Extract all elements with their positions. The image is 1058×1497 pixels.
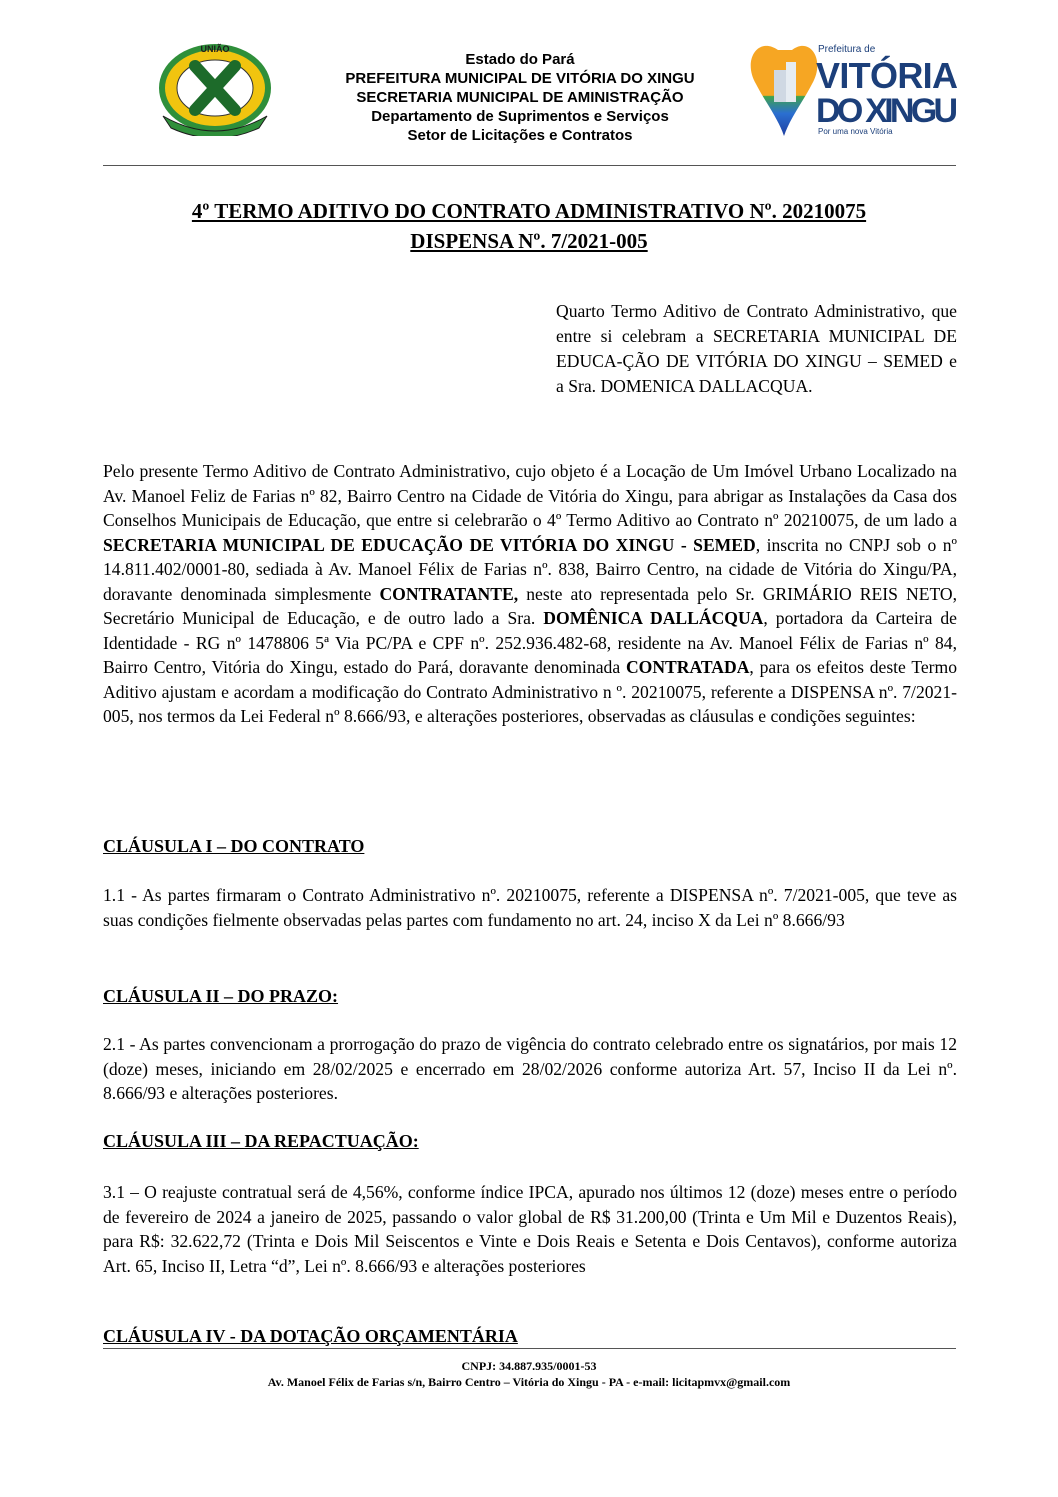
footer-cnpj: CNPJ: 34.887.935/0001-53 [461,1359,597,1373]
summary-text: Quarto Termo Aditivo de Contrato Administrativo, que entre si celebram a SECRETARIA MUNICIPAL DE EDUCA-ÇÃO DE VITÓRIA DO XINGU – SEMED e [556,301,957,371]
header-sector: Setor de Licitações e Contratos [407,127,633,144]
intro-contractor-name: SECRETARIA MUNICIPAL DE EDUCAÇÃO DE VITÓRIA DO XINGU - SEMED [103,534,756,555]
intro-text-5: , para os efeitos deste Termo Aditivo ajustam e acordam a modificação do Contrato Administrativo n º. 20210075, referente a DISPENSA nº. 7/2021-005, nos termos da Lei Federal nº 8.666/93, e alterações posteriores, observadas as cláusulas e condições seguintes: [103,657,957,726]
document-title [0,196,1058,256]
footer-address: Av. Manoel Félix de Farias s/n, Bairro Centro – Vitória do Xingu - PA - e-mail: licitapmvx@gmail.com [267,1375,791,1389]
intro-contracted-name: DOMÊNICA DALLÁCQUA [543,608,764,628]
header-divider [103,165,956,166]
clause-1-text: 1.1 - As partes firmaram o Contrato Administrativo nº. 20210075, referente a DISPENSA nº. 7/2021-005, que teve as suas condições fielmente observadas pelas partes com fundamento no art. 24, inciso X da Lei nº 8.666/93 [103,885,957,930]
header-state: Estado do Pará [465,51,575,68]
clause-4-heading: CLÁUSULA IV - DA DOTAÇÃO ORÇAMENTÁRIA [103,1326,518,1346]
intro-contratada-label: CONTRATADA [625,657,750,677]
clause-3-heading: CLÁUSULA III – DA REPACTUAÇÃO: [103,1131,419,1151]
intro-text-4: , portadora da Carteira de Identidade - RG nº 1478806 5ª Via PC/PA e CPF nº. 252.936.482-68, residente na Av. Manoel Félix de Farias nº 84, Bairro Centro, Vitória do Xingu, estado do Pará, doravante denominada [103,608,957,677]
svg-text:Prefeitura de: Prefeitura de [818,44,876,55]
page-footer [0,1358,1058,1390]
clause-3-text: 3.1 – O reajuste contratual será de 4,56%, conforme índice IPCA, apurado nos últimos 12 (doze) meses entre o período de fevereiro de 2024 a janeiro de 2025, passando o valor global de R$ 31.200,00 (Trinta e Um Mil e Duzentos Reais), para R$: 32.622,72 (Trinta e Dois Mil Seiscentos e Vinte e Dois Reais e Setenta e Dois Centavos), conforme autoriza Art. 65, Inciso II, Letra “d”, Lei nº. 8.666/93 e alterações posteriores [103,1182,957,1276]
clause-1-heading: CLÁUSULA I – DO CONTRATO [103,836,365,856]
footer-divider [103,1348,956,1349]
summary-last-line: a Sra. DOMENICA DALLACQUA. [556,376,813,396]
prefecture-logo [748,40,963,140]
intro-text-1: Pelo presente Termo Aditivo de Contrato Administrativo, cujo objeto é a Locação de Um Imóvel Urbano Localizado na Av. Manoel Feliz de Farias nº 82, Bairro Centro na Cidade de Vitória do Xingu, para abrigar as Instalações da Casa dos Conselhos Municipais de Educação, que entre si celebrarão o 4º Termo Aditivo ao Contrato nº 20210075, de um lado a [103,461,957,530]
header-prefecture: PREFEITURA MUNICIPAL DE VITÓRIA DO XINGU [345,70,695,87]
svg-text:Por uma nova Vitória: Por uma nova Vitória [818,127,893,136]
clause-2-heading: CLÁUSULA II – DO PRAZO: [103,986,339,1006]
svg-text:VITÓRIA: VITÓRIA [816,55,958,96]
title-line-1: 4º TERMO ADITIVO DO CONTRATO ADMINISTRATIVO Nº. 20210075 [191,199,867,223]
intro-text-2: , inscrita no CNPJ sob o nº 14.811.402/0001-80, sediada à Av. Manoel Félix de Farias nº. 838, Bairro Centro, na cidade de Vitória do Xingu/PA, doravante denominada simplesmente [103,534,957,604]
svg-text:DO XINGU: DO XINGU [816,92,958,130]
page-header [0,0,1058,175]
intro-contratante-label: CONTRATANTE, [379,583,519,604]
contract-summary [556,299,957,399]
svg-text:UNIÃO: UNIÃO [200,44,230,54]
header-secretariat: SECRETARIA MUNICIPAL DE AMINISTRAÇÃO [356,89,684,106]
title-line-2: DISPENSA Nº. 7/2021-005 [410,229,648,253]
clause-2-text: 2.1 - As partes convencionam a prorrogação do prazo de vigência do contrato celebrado entre os signatários, por mais 12 (doze) meses, iniciando em 28/02/2025 e encerrado em 28/02/2026 conforme autoriza Art. 57, Inciso II da Lei nº. 8.666/93 e alterações posteriores. [103,1034,957,1103]
intro-paragraph [103,459,957,729]
intro-text-3: neste ato representada pelo Sr. GRIMÁRIO REIS NETO, Secretário Municipal de Educação, e de outro lado a Sra. [103,583,957,628]
header-department: Departamento de Suprimentos e Serviços [371,108,669,125]
municipal-seal [155,36,275,136]
